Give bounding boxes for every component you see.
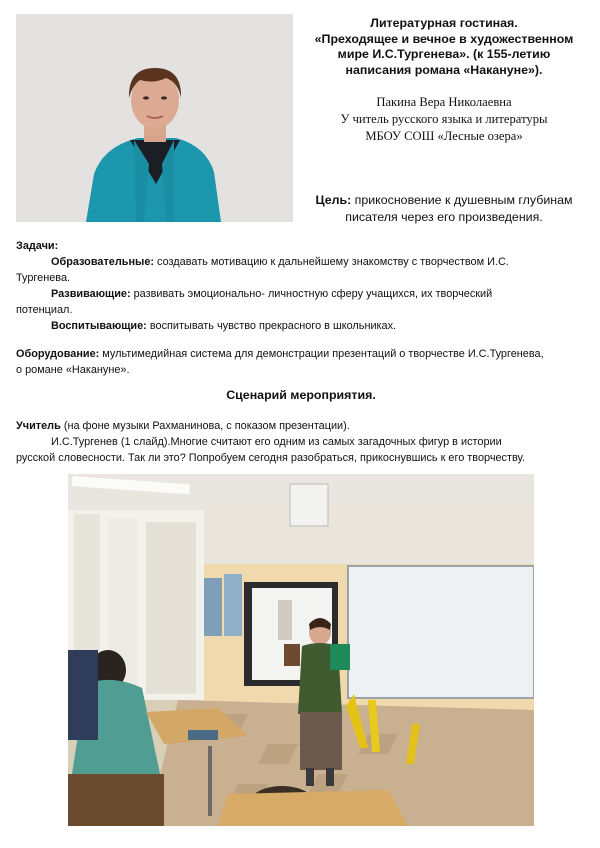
developing-text: развивать эмоционально- личностную сферу учащихся, их творческий xyxy=(130,288,493,300)
author-info xyxy=(300,94,588,145)
teacher-line: русской словесности. Так ли это? Попробуем сегодня разобраться, прикоснувшись к его творчеству. xyxy=(16,452,525,464)
upbringing-text: воспитывать чувство прекрасного в школьниках. xyxy=(146,320,397,332)
header-block xyxy=(300,16,588,145)
upbringing-label: Воспитывающие: xyxy=(51,320,147,332)
teacher-line: И.С.Тургенев (1 слайд).Многие считают его одним из самых загадочных фигур в истории xyxy=(51,436,502,448)
educational-text: создавать мотивацию к дальнейшему знакомству с творчеством И.С. xyxy=(154,256,509,268)
teacher-label: Учитель xyxy=(16,420,61,432)
equipment-continuation: о романе «Накануне». xyxy=(16,364,130,376)
event-title xyxy=(300,16,588,78)
tasks-section xyxy=(16,238,586,334)
author-name: Пакина Вера Николаевна xyxy=(376,95,512,109)
developing-continuation: потенциал. xyxy=(16,304,73,316)
classroom-photo xyxy=(68,474,534,826)
title-line: мире И.С.Тургенева». (к 155-летию xyxy=(337,47,551,61)
title-line: написания романа «Накануне»). xyxy=(345,62,543,77)
tasks-heading: Задачи: xyxy=(16,240,59,252)
goal-text: прикосновение к душевным глубинам писателя через его произведения. xyxy=(345,193,573,224)
equipment-section xyxy=(16,346,586,378)
educational-label: Образовательные: xyxy=(51,256,155,268)
teacher-section xyxy=(16,418,586,466)
author-position: У читель русского языка и литературы xyxy=(340,112,548,126)
teacher-note: (на фоне музыки Рахманинова, с показом презентации). xyxy=(60,420,350,432)
author-school: МБОУ СОШ «Лесные озера» xyxy=(365,129,523,143)
equipment-label: Оборудование: xyxy=(16,348,100,360)
title-line: Литературная гостиная. xyxy=(370,16,518,30)
goal-paragraph xyxy=(296,192,592,226)
portrait-photo xyxy=(16,14,293,222)
developing-label: Развивающие: xyxy=(51,288,131,300)
equipment-text: мультимедийная система для демонстрации презентаций о творчестве И.С.Тургенева, xyxy=(99,348,544,360)
educational-continuation: Тургенева. xyxy=(16,272,71,284)
title-line: «Преходящее и вечное в художественном xyxy=(314,31,574,46)
scenario-title: Сценарий мероприятия. xyxy=(226,388,376,402)
goal-label: Цель: xyxy=(315,193,352,207)
